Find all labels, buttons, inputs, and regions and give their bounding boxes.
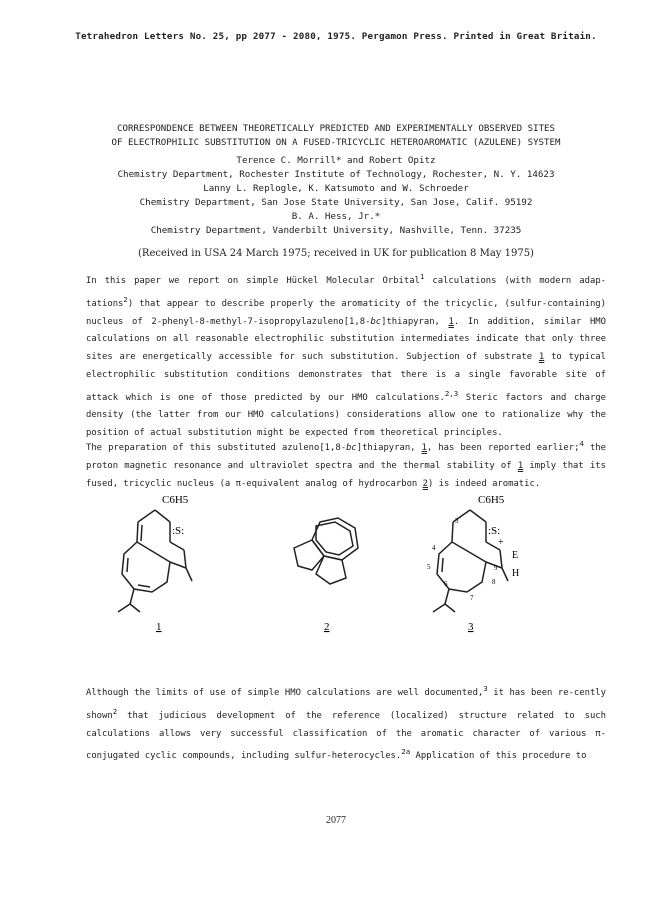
p3-text-a: Although the limits of use of simple HMO calculations are well documented, [86, 687, 484, 698]
structure-3-pos-7: 7 [470, 594, 474, 602]
p3-sup-2a: 2a [401, 747, 411, 757]
p1-text-g: to typical electrophilic substitution conditions demonstrates that there is a single favorable site of attack which is one of those predicted by our HMO calculations. [86, 352, 606, 403]
author-block [0, 154, 672, 238]
author-affiliation-1: Chemistry Department, Rochester Institute of Technology, Rochester, N. Y. 14623 [117, 169, 555, 180]
title-line-1: CORRESPONDENCE BETWEEN THEORETICALLY PREDICTED AND EXPERIMENTALLY OBSERVED SITES [117, 124, 555, 134]
p1-text-a: In this paper we report on simple Hückel Molecular Orbital [86, 275, 420, 286]
structure-3-h: H [512, 568, 520, 579]
p2-text-f: imply that its fused, tricyclic nucleus (a π-equivalent analog of hydrocarbon [86, 460, 606, 489]
p3-text-b: it has been re-cently shown [86, 687, 606, 721]
p2-text-c: ]thiapyran, [356, 442, 422, 453]
p3-text-c: that judicious development of the reference (localized) structure related to such calculations allows very successful classification of the aromatic character of various π-conjugated cyclic compounds, including sulfur-heterocycles. [86, 710, 606, 762]
p2-compound-ref-3: 2 [422, 478, 428, 489]
p1-compound-ref-2: 1 [538, 352, 545, 363]
p2-compound-ref: 1 [421, 442, 427, 453]
p2-text-a: The preparation of this substituted azuleno[1,8- [86, 442, 347, 453]
p1-text-e: ]thiapyran, [381, 316, 449, 327]
p2-sup-4: 4 [579, 439, 584, 448]
p1-compound-ref: 1 [448, 316, 454, 327]
paper-title [0, 122, 672, 150]
structure-3-pos-8: 8 [492, 578, 496, 586]
p1-sup-1: 1 [419, 272, 425, 281]
structure-3-plus: + [498, 537, 504, 548]
structure-2 [294, 518, 358, 584]
p2-text-e: the proton magnetic resonance and ultraviolet spectra and the thermal stability of [86, 442, 606, 471]
paragraph-3 [86, 680, 606, 766]
structure-3-label: 3 [468, 621, 474, 633]
structure-3-pos-6: 6 [444, 580, 448, 588]
p3-sup-3: 3 [483, 684, 488, 693]
paragraph-2 [86, 435, 606, 493]
paragraph-1 [86, 268, 606, 443]
p2-text-g: ) is indeed aromatic. [427, 478, 541, 489]
p1-sup-23: 2,3 [444, 388, 459, 398]
structures-figure [80, 488, 600, 638]
p1-text-h: Steric factors and charge density (the latter from our HMO calculations) considerations allow one to rationalize why the position of actual substitution might be expected from theoretical principles. [86, 392, 606, 439]
structure-3-pos-4: 4 [432, 544, 436, 552]
author-affiliation-3: Chemistry Department, Vanderbilt University, Nashville, Tenn. 37235 [150, 225, 522, 236]
author-names-1: Terence C. Morrill* and Robert Opitz [236, 155, 436, 166]
author-names-2: Lanny L. Replogle, K. Katsumoto and W. Schroeder [203, 183, 469, 194]
title-line-2: OF ELECTROPHILIC SUBSTITUTION ON A FUSED-TRICYCLIC HETEROAROMATIC (AZULENE) SYSTEM [111, 138, 561, 148]
p1-text-c: ) that appear to describe properly the aromaticity of the tricyclic, (sulfur-containing) nucleus of 2-phenyl-8-methyl-7-isopropylazuleno[1,8- [86, 298, 606, 327]
received-dates: (Received in USA 24 March 1975; received in UK for publication 8 May 1975) [138, 248, 534, 259]
journal-header: Tetrahedron Letters No. 25, pp 2077 - 2080, 1975. Pergamon Press. Printed in Great Britain. [75, 31, 597, 42]
structure-1-phenyl: C6H5 [162, 494, 189, 506]
p2-italic-bc: bc [346, 442, 357, 453]
p2-text-d: , has been reported earlier; [426, 442, 580, 453]
p1-text-b: calculations (with modern adap-tations [86, 275, 607, 309]
structure-3-e: E [512, 550, 519, 561]
page-number: 2077 [326, 815, 346, 826]
p1-sup-2: 2 [123, 294, 128, 304]
structure-1-sulfur: :S: [172, 525, 185, 537]
structure-3-pos-9: 9 [494, 564, 498, 572]
structure-2-label: 2 [324, 621, 330, 633]
structure-3-pos-5: 5 [427, 563, 431, 571]
author-names-3: B. A. Hess, Jr.* [291, 211, 381, 222]
structure-3-sulfur: :S: [488, 525, 501, 537]
structure-3-pos-3: 3 [455, 517, 459, 525]
structure-1-label: 1 [156, 621, 162, 633]
p3-sup-2: 2 [112, 706, 118, 716]
p2-compound-ref-2: 1 [517, 460, 524, 471]
structure-3-phenyl: C6H5 [478, 494, 505, 506]
p1-italic-bc: bc [370, 316, 382, 327]
p3-text-d: Application of this procedure to [410, 751, 587, 762]
author-affiliation-2: Chemistry Department, San Jose State University, San Jose, Calif. 95192 [139, 197, 533, 208]
p1-text-f: . In addition, similar HMO calculations on all reasonable electrophilic substitution intermediates indicate that only three sites are energetically accessible for such substitution. Subjection of substrate [86, 316, 606, 363]
